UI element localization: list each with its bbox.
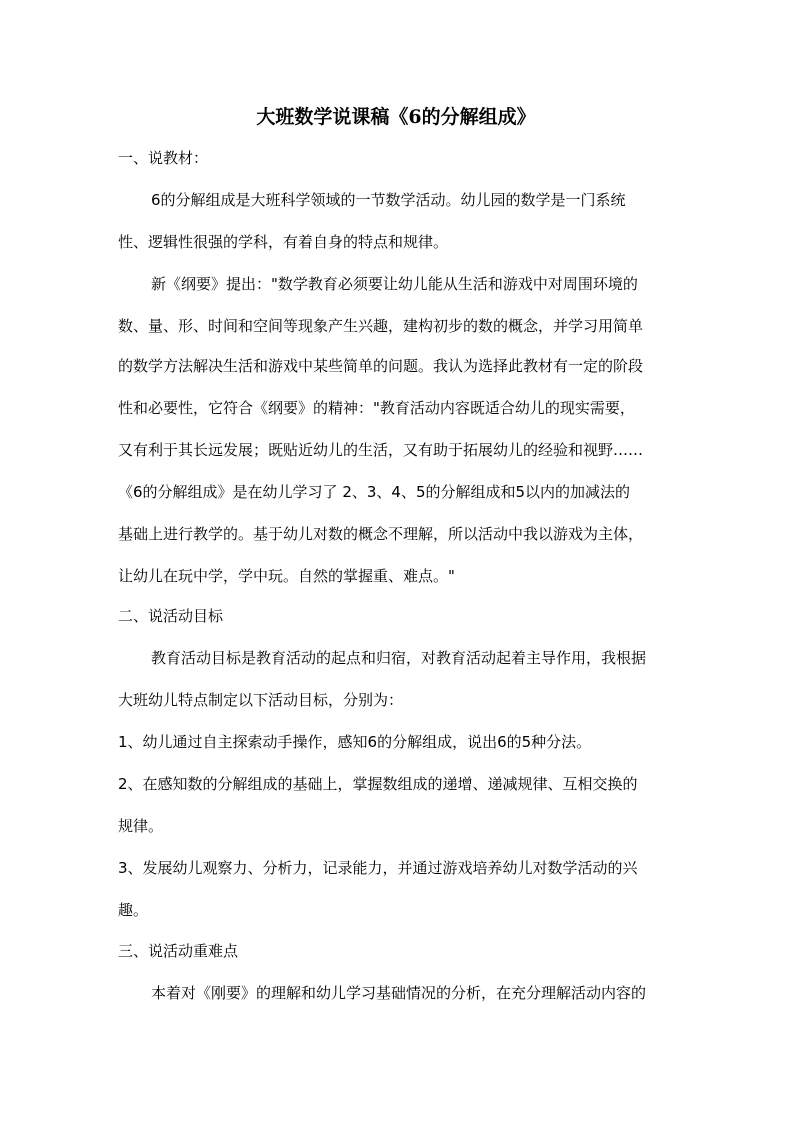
paragraph-line: 性和必要性，它符合《纲要》的精神："教育活动内容既适合幼儿的现实需要， (118, 399, 635, 417)
list-item: 1、幼儿通过自主探索动手操作，感知6的分解组成，说出6的5种分法。 (118, 733, 592, 751)
paragraph-line: 《6的分解组成》是在幼儿学习了 2、3、4、5的分解组成和5以内的加减法的 (118, 483, 631, 501)
paragraph-line: 本着对《刚要》的理解和幼儿学习基础情况的分析，在充分理解活动内容的 (151, 984, 647, 1002)
paragraph-line: 性、逻辑性很强的学科，有着自身的特点和规律。 (118, 233, 449, 251)
list-item-continuation: 规律。 (118, 817, 164, 835)
list-item: 3、发展幼儿观察力、分析力，记录能力，并通过游戏培养幼儿对数学活动的兴 (118, 859, 638, 877)
document-title: 大班数学说课稿《6的分解组成》 (256, 106, 536, 128)
paragraph-line: 大班幼儿特点制定以下活动目标，分别为： (118, 691, 404, 709)
paragraph-line: 让幼儿在玩中学，学中玩。自然的掌握重、难点。" (118, 567, 455, 585)
paragraph-line: 的数学方法解决生活和游戏中某些简单的问题。我认为选择此教材有一定的阶段 (118, 357, 644, 375)
section-heading-1: 一、说教材： (118, 149, 209, 167)
paragraph-line: 6的分解组成是大班科学领域的一节数学活动。幼儿园的数学是一门系统 (151, 191, 626, 209)
paragraph-line: 又有利于其长远发展；既贴近幼儿的生活，又有助于拓展幼儿的经验和视野…… (118, 441, 644, 459)
list-item-continuation: 趣。 (118, 901, 149, 919)
list-item: 2、在感知数的分解组成的基础上，掌握数组成的递增、递减规律、互相交换的 (118, 775, 638, 793)
section-heading-3: 三、说活动重难点 (118, 942, 239, 960)
section-heading-2: 二、说活动目标 (118, 607, 224, 625)
paragraph-line: 新《纲要》提出："数学教育必须要让幼儿能从生活和游戏中对周围环境的 (151, 275, 638, 293)
paragraph-line: 基础上进行教学的。基于幼儿对数的概念不理解，所以活动中我以游戏为主体， (118, 525, 644, 543)
paragraph-line: 数、量、形、时间和空间等现象产生兴趣，建构初步的数的概念，并学习用简单 (118, 317, 644, 335)
paragraph-line: 教育活动目标是教育活动的起点和归宿，对教育活动起着主导作用，我根据 (151, 649, 647, 667)
